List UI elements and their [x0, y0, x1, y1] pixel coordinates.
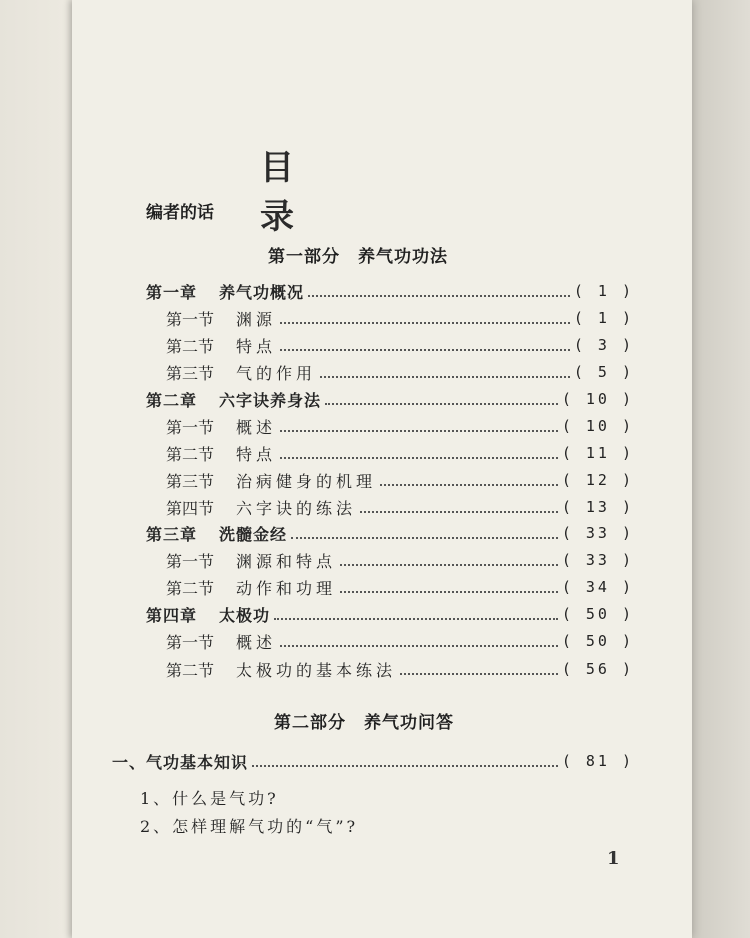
toc-section: 第一节 渊源 ( 1 ): [166, 309, 634, 329]
part-number: 第二部分: [274, 713, 346, 733]
toc-section: 第三节 气的作用 ( 5 ): [166, 363, 634, 383]
leader-dots: [320, 366, 570, 378]
leader-dots: [280, 447, 558, 459]
toc-section: 第一节 渊源和特点 ( 33 ): [166, 551, 634, 571]
toc-section: 第一节 概述 ( 10 ): [166, 417, 634, 437]
leader-dots: [280, 635, 558, 647]
question-item: 1、什么是气功?: [140, 789, 279, 808]
toc-section: 第三节 治病健身的机理 ( 12 ): [166, 471, 634, 491]
leader-dots: [280, 312, 570, 324]
part-label: 养气功功法: [358, 247, 448, 267]
leader-dots: [280, 339, 570, 351]
leader-dots: [325, 393, 558, 405]
toc-part2-section: 一、 气功基本知识 ( 81 ): [112, 752, 634, 772]
toc-chapter-4: 第四章 太极功 ( 50 ): [146, 605, 634, 625]
toc-chapter-2: 第二章 六字诀养身法 ( 10 ): [146, 390, 634, 410]
page-number: 1: [607, 848, 620, 869]
question-item: 2、怎样理解气功的“气”?: [140, 817, 359, 836]
leader-dots: [291, 527, 558, 539]
page-title: 目 录: [260, 148, 346, 237]
preface-entry: 编者的话: [146, 203, 214, 223]
leader-dots: [274, 608, 558, 620]
part-number: 第一部分: [268, 247, 340, 267]
toc-section: 第二节 动作和功理 ( 34 ): [166, 578, 634, 598]
part-heading-1: [268, 242, 448, 267]
toc-section: 第二节 特点 ( 3 ): [166, 336, 634, 356]
leader-dots: [360, 501, 558, 513]
toc-chapter-3: 第三章 洗髓金经 ( 33 ): [146, 524, 634, 544]
toc-section: 第一节 概述 ( 50 ): [166, 632, 634, 652]
toc-section: 第四节 六字诀的练法 ( 13 ): [166, 498, 634, 518]
leader-dots: [380, 474, 558, 486]
part-heading-2: [274, 708, 454, 733]
background-right: [692, 0, 750, 938]
leader-dots: [252, 755, 558, 767]
leader-dots: [340, 554, 558, 566]
toc-section: 第二节 特点 ( 11 ): [166, 444, 634, 464]
part-label: 养气功问答: [364, 713, 454, 733]
toc-section: 第二节 太极功的基本练法 ( 56 ): [166, 660, 634, 680]
toc-chapter-1: 第一章 养气功概况 ( 1 ): [146, 282, 634, 302]
leader-dots: [308, 285, 570, 297]
leader-dots: [340, 581, 558, 593]
leader-dots: [400, 663, 558, 675]
leader-dots: [280, 420, 558, 432]
